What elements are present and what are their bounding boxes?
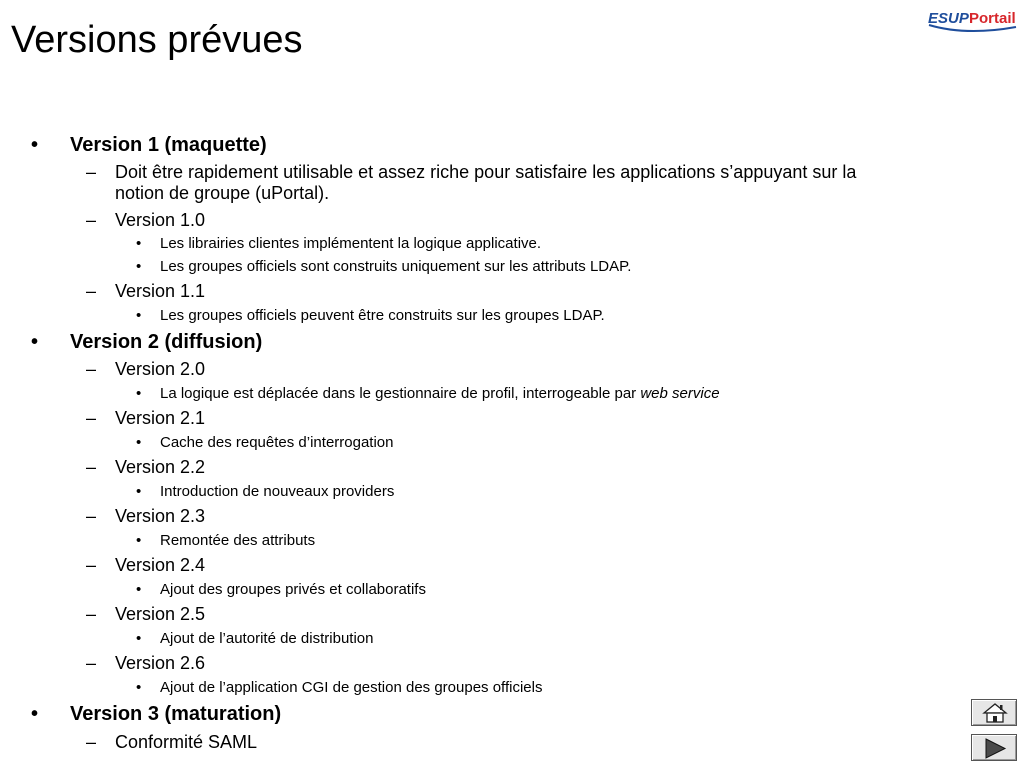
- sub-list-item: Les groupes officiels sont construits uniquement sur les attributs LDAP.: [160, 258, 632, 275]
- sub-list-item: Ajout des groupes privés et collaboratifs: [160, 581, 426, 598]
- sub-list-item: Cache des requêtes d’interrogation: [160, 434, 394, 451]
- svg-text:Portail: Portail: [969, 10, 1016, 27]
- sub-list-item-emphasis: web service: [640, 385, 720, 402]
- dash-marker: –: [86, 555, 97, 575]
- bullet-marker: •: [31, 703, 39, 725]
- play-next-icon: [972, 735, 1018, 762]
- section-heading: Version 3 (maturation): [70, 703, 282, 725]
- section-heading: Version 2 (diffusion): [70, 331, 263, 353]
- dash-marker: –: [86, 359, 97, 379]
- dash-marker: –: [86, 162, 97, 182]
- home-icon: [972, 700, 1018, 727]
- dash-marker: –: [86, 457, 97, 477]
- list-item: Version 2.3: [115, 506, 206, 526]
- list-item-continued: notion de groupe (uPortal).: [115, 183, 330, 203]
- sub-list-item: [160, 385, 720, 402]
- list-item: Version 2.0: [115, 359, 206, 379]
- dash-marker: –: [86, 653, 97, 673]
- sub-bullet-marker: •: [136, 434, 142, 451]
- sub-bullet-marker: •: [136, 483, 142, 500]
- sub-list-item: Introduction de nouveaux providers: [160, 483, 395, 500]
- list-item: Version 2.2: [115, 457, 206, 477]
- list-item: Version 2.1: [115, 408, 206, 428]
- bullet-marker: •: [31, 331, 39, 353]
- dash-marker: –: [86, 210, 97, 230]
- dash-marker: –: [86, 732, 97, 752]
- dash-marker: –: [86, 408, 97, 428]
- sub-bullet-marker: •: [136, 385, 142, 402]
- dash-marker: –: [86, 281, 97, 301]
- bullet-marker: •: [31, 134, 39, 156]
- sub-bullet-marker: •: [136, 532, 142, 549]
- list-item: Version 1.0: [115, 210, 206, 230]
- sub-list-item: Ajout de l’autorité de distribution: [160, 630, 374, 647]
- sub-list-item: Remontée des attributs: [160, 532, 316, 549]
- list-item: Version 2.5: [115, 604, 206, 624]
- sub-list-item: Les groupes officiels peuvent être construits sur les groupes LDAP.: [160, 307, 605, 324]
- slide-title: Versions prévues: [11, 19, 303, 61]
- sub-bullet-marker: •: [136, 258, 142, 275]
- dash-marker: –: [86, 506, 97, 526]
- svg-text:ESUP: ESUP: [928, 10, 969, 27]
- sub-bullet-marker: •: [136, 630, 142, 647]
- sub-bullet-marker: •: [136, 235, 142, 252]
- list-item: Version 2.4: [115, 555, 206, 575]
- sub-list-item: Ajout de l’application CGI de gestion des groupes officiels: [160, 679, 543, 696]
- sub-bullet-marker: •: [136, 307, 142, 324]
- sub-bullet-marker: •: [136, 581, 142, 598]
- list-item: Version 1.1: [115, 281, 206, 301]
- sub-list-item: Les librairies clientes implémentent la logique applicative.: [160, 235, 542, 252]
- list-item: Conformité SAML: [115, 732, 258, 752]
- sub-bullet-marker: •: [136, 679, 142, 696]
- home-button[interactable]: [971, 699, 1017, 726]
- next-slide-button[interactable]: [971, 734, 1017, 761]
- list-item: Doit être rapidement utilisable et assez riche pour satisfaire les applications s’appuyant sur la: [115, 162, 857, 182]
- section-heading: Version 1 (maquette): [70, 134, 267, 156]
- sub-list-item-text: La logique est déplacée dans le gestionnaire de profil, interrogeable par: [160, 385, 641, 402]
- list-item: Version 2.6: [115, 653, 206, 673]
- dash-marker: –: [86, 604, 97, 624]
